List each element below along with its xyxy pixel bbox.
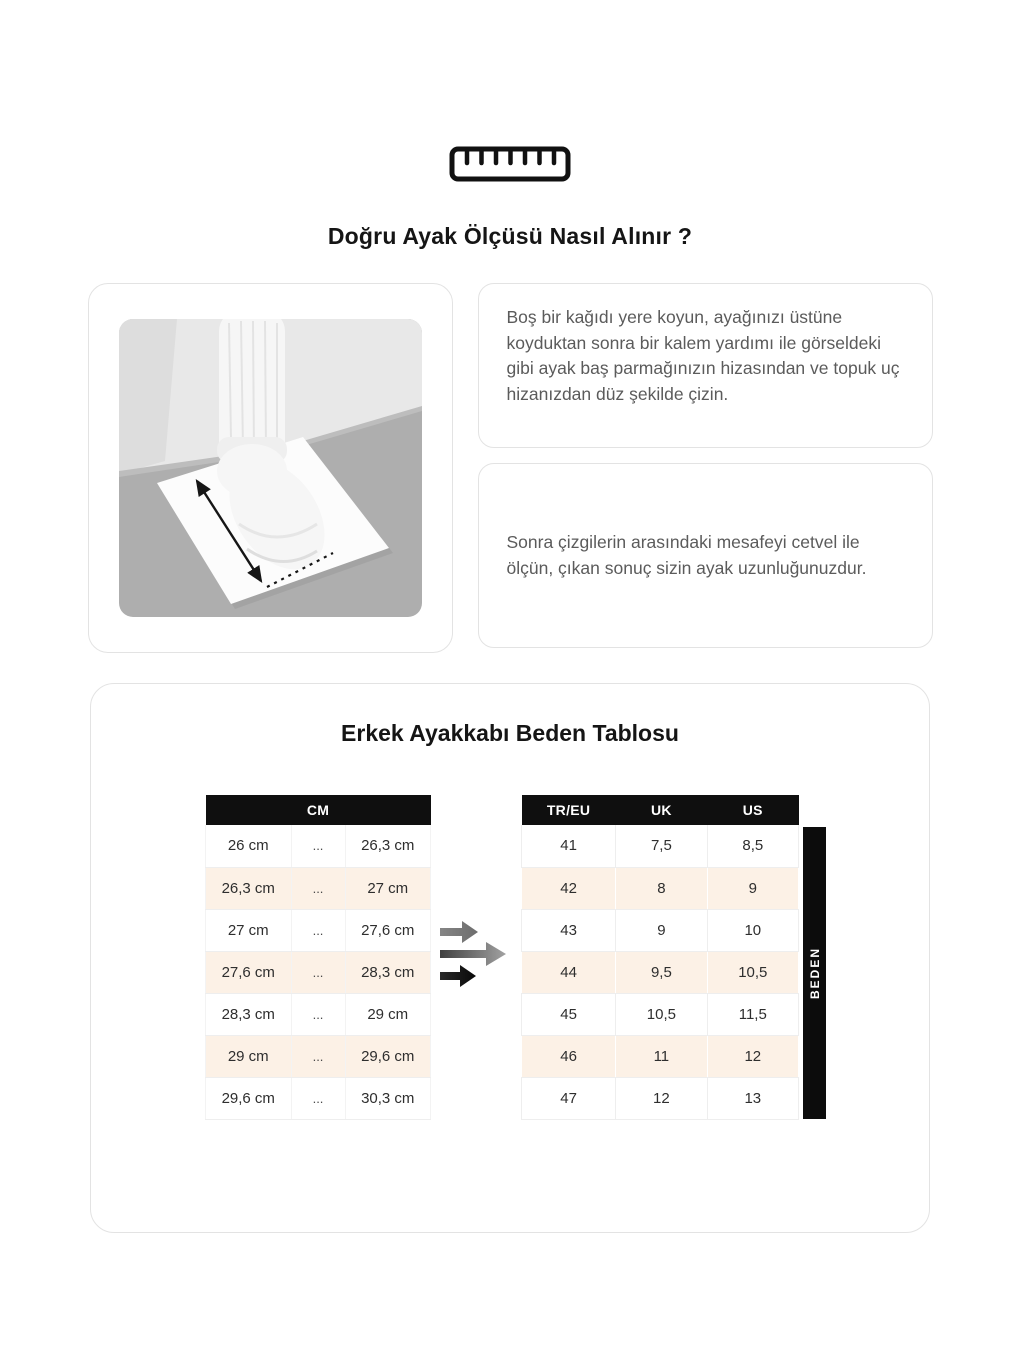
table-row bbox=[522, 909, 799, 951]
size-table-header-us: US bbox=[707, 795, 798, 825]
size-table-card bbox=[90, 683, 930, 1233]
howto-section bbox=[88, 283, 933, 653]
table-cell: ... bbox=[291, 867, 345, 909]
table-cell: 12 bbox=[616, 1077, 707, 1119]
table-row bbox=[522, 993, 799, 1035]
table-cell: 41 bbox=[522, 825, 616, 867]
page-header bbox=[0, 0, 1020, 250]
table-row bbox=[206, 1077, 431, 1119]
table-cell: 27,6 cm bbox=[345, 909, 431, 951]
cm-table bbox=[205, 795, 431, 1120]
beden-side-label: BEDEN bbox=[807, 946, 822, 999]
table-cell: 46 bbox=[522, 1035, 616, 1077]
table-row bbox=[206, 1035, 431, 1077]
table-cell: 26,3 cm bbox=[206, 867, 292, 909]
foot-photo-card bbox=[88, 283, 453, 653]
table-cell: 28,3 cm bbox=[206, 993, 292, 1035]
table-cell: 44 bbox=[522, 951, 616, 993]
instruction-steps bbox=[478, 283, 933, 653]
table-row bbox=[206, 993, 431, 1035]
size-table-header-row bbox=[522, 795, 799, 825]
cm-table-header-row bbox=[206, 795, 431, 825]
instruction-step-2 bbox=[478, 463, 933, 648]
table-cell: 27,6 cm bbox=[206, 951, 292, 993]
table-row bbox=[522, 825, 799, 867]
table-row bbox=[206, 909, 431, 951]
table-cell: 8 bbox=[616, 867, 707, 909]
foot-measurement-photo bbox=[119, 319, 422, 617]
table-cell: 27 cm bbox=[345, 867, 431, 909]
table-cell: 26,3 cm bbox=[345, 825, 431, 867]
table-cell: 30,3 cm bbox=[345, 1077, 431, 1119]
table-cell: ... bbox=[291, 1035, 345, 1077]
table-cell: 9 bbox=[616, 909, 707, 951]
table-cell: 7,5 bbox=[616, 825, 707, 867]
page-title: Doğru Ayak Ölçüsü Nasıl Alınır ? bbox=[327, 223, 693, 249]
table-cell: 10,5 bbox=[616, 993, 707, 1035]
cm-table-header: CM bbox=[206, 795, 431, 825]
table-cell: 42 bbox=[522, 867, 616, 909]
size-table-header-uk: UK bbox=[616, 795, 707, 825]
table-cell: 47 bbox=[522, 1077, 616, 1119]
size-table-title: Erkek Ayakkabı Beden Tablosu bbox=[341, 720, 679, 746]
table-cell: 8,5 bbox=[707, 825, 798, 867]
table-cell: 12 bbox=[707, 1035, 798, 1077]
table-cell: ... bbox=[291, 825, 345, 867]
table-cell: 45 bbox=[522, 993, 616, 1035]
table-cell: 26 cm bbox=[206, 825, 292, 867]
table-cell: 10,5 bbox=[707, 951, 798, 993]
table-cell: 28,3 cm bbox=[345, 951, 431, 993]
international-size-table bbox=[521, 795, 799, 1120]
ruler-icon bbox=[449, 146, 571, 182]
table-cell: ... bbox=[291, 951, 345, 993]
instruction-step-1-text: Boş bir kağıdı yere koyun, ayağınızı üstüne koyduktan sonra bir kalem yardımı ile görseldeki gibi ayak baş parmağınızın hizasından ve topuk uç hizanızdan düz şekilde çizin. bbox=[506, 307, 900, 404]
instruction-step-1 bbox=[478, 283, 933, 448]
table-row bbox=[522, 951, 799, 993]
size-table-header-treu: TR/EU bbox=[522, 795, 616, 825]
table-row bbox=[206, 825, 431, 867]
transfer-arrows-icon bbox=[438, 919, 512, 987]
table-row bbox=[522, 1077, 799, 1119]
table-cell: 10 bbox=[707, 909, 798, 951]
beden-side-strip bbox=[803, 827, 826, 1119]
table-row bbox=[206, 951, 431, 993]
table-cell: 9 bbox=[707, 867, 798, 909]
instruction-step-2-text: Sonra çizgilerin arasındaki mesafeyi cetvel ile ölçün, çıkan sonuç sizin ayak uzunluğunuzdur. bbox=[506, 532, 867, 578]
table-cell: 9,5 bbox=[616, 951, 707, 993]
table-cell: 29,6 cm bbox=[206, 1077, 292, 1119]
table-cell: 13 bbox=[707, 1077, 798, 1119]
table-cell: ... bbox=[291, 909, 345, 951]
table-row bbox=[522, 867, 799, 909]
table-cell: ... bbox=[291, 1077, 345, 1119]
table-cell: 29 cm bbox=[345, 993, 431, 1035]
table-cell: 29,6 cm bbox=[345, 1035, 431, 1077]
table-cell: 27 cm bbox=[206, 909, 292, 951]
table-cell: 43 bbox=[522, 909, 616, 951]
table-cell: 11,5 bbox=[707, 993, 798, 1035]
table-cell: 29 cm bbox=[206, 1035, 292, 1077]
table-row bbox=[206, 867, 431, 909]
table-row bbox=[522, 1035, 799, 1077]
table-cell: ... bbox=[291, 993, 345, 1035]
table-cell: 11 bbox=[616, 1035, 707, 1077]
